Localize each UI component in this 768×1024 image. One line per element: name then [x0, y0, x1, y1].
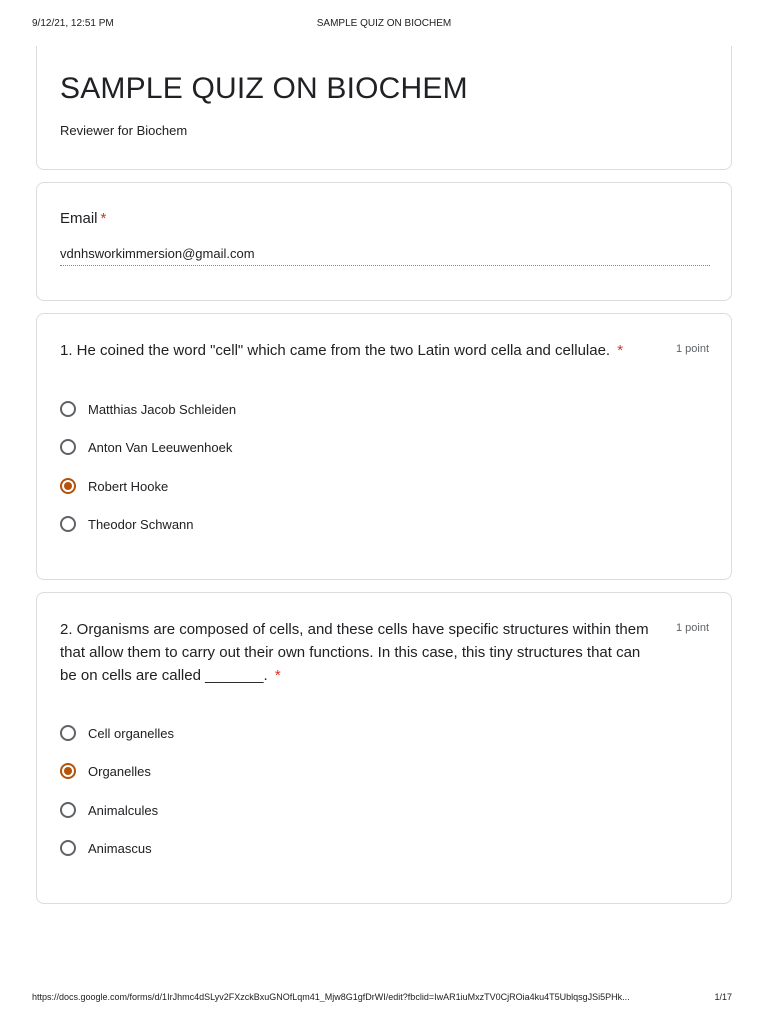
option-matthias-jacob-schleiden[interactable] — [60, 398, 236, 420]
option-animascus[interactable] — [60, 837, 152, 859]
option-label: Organelles — [88, 763, 151, 779]
question-points: 1 point — [675, 343, 709, 355]
question-card-1 — [36, 313, 732, 580]
radio-unchecked-icon[interactable] — [60, 725, 76, 741]
question-card-2 — [36, 592, 732, 904]
question-text-body: 2. Organisms are composed of cells, and these cells have specific structures within them that allow them to carry out their own functions. In this case, this tiny structures that can be on cells are called _______. — [60, 621, 649, 684]
email-field[interactable]: vdnhsworkimmersion@gmail.com — [60, 246, 710, 266]
option-theodor-schwann[interactable] — [60, 513, 194, 535]
page-number: 1/17 — [714, 992, 732, 1002]
required-asterisk: * — [100, 210, 107, 227]
radio-checked-icon[interactable] — [60, 763, 76, 779]
email-card — [36, 182, 732, 301]
question-text — [60, 339, 660, 362]
form-title: SAMPLE QUIZ ON BIOCHEM — [60, 72, 468, 105]
option-label: Anton Van Leeuwenhoek — [88, 439, 233, 455]
radio-unchecked-icon[interactable] — [60, 802, 76, 818]
required-asterisk: * — [274, 667, 281, 684]
option-organelles[interactable] — [60, 760, 151, 782]
option-label: Matthias Jacob Schleiden — [88, 401, 237, 417]
form-description: Reviewer for Biochem — [60, 123, 188, 138]
print-doc-title: SAMPLE QUIZ ON BIOCHEM — [316, 18, 452, 29]
form-header-card — [36, 46, 732, 170]
print-url: https://docs.google.com/forms/d/1IrJhmc4dSLyv2FXzckBxuGNOfLqm41_Mjw8G1gfDrWI/edit?fbclid=IwAR1iuMxzTV0CjROia4ku4T5UblqsgJSi5PHk... — [32, 992, 630, 1002]
option-label: Cell organelles — [88, 725, 174, 741]
option-cell-organelles[interactable] — [60, 722, 174, 744]
print-header — [32, 18, 736, 32]
option-animalcules[interactable] — [60, 799, 158, 821]
question-text-body: 1. He coined the word "cell" which came from the two Latin word cella and cellulae. — [60, 342, 611, 359]
radio-checked-icon[interactable] — [60, 478, 76, 494]
radio-unchecked-icon[interactable] — [60, 516, 76, 532]
option-label: Animalcules — [88, 802, 159, 818]
option-label: Theodor Schwann — [88, 516, 194, 532]
email-label — [60, 210, 106, 227]
question-text — [60, 618, 660, 687]
question-points: 1 point — [675, 622, 709, 634]
required-asterisk: * — [617, 342, 624, 359]
option-label: Animascus — [88, 840, 152, 856]
radio-unchecked-icon[interactable] — [60, 840, 76, 856]
print-datetime: 9/12/21, 12:51 PM — [32, 18, 114, 29]
radio-unchecked-icon[interactable] — [60, 439, 76, 455]
option-anton-van-leeuwenhoek[interactable] — [60, 436, 232, 458]
option-label: Robert Hooke — [88, 478, 169, 494]
radio-unchecked-icon[interactable] — [60, 401, 76, 417]
option-robert-hooke[interactable] — [60, 475, 168, 497]
email-label-text: Email — [60, 210, 98, 227]
